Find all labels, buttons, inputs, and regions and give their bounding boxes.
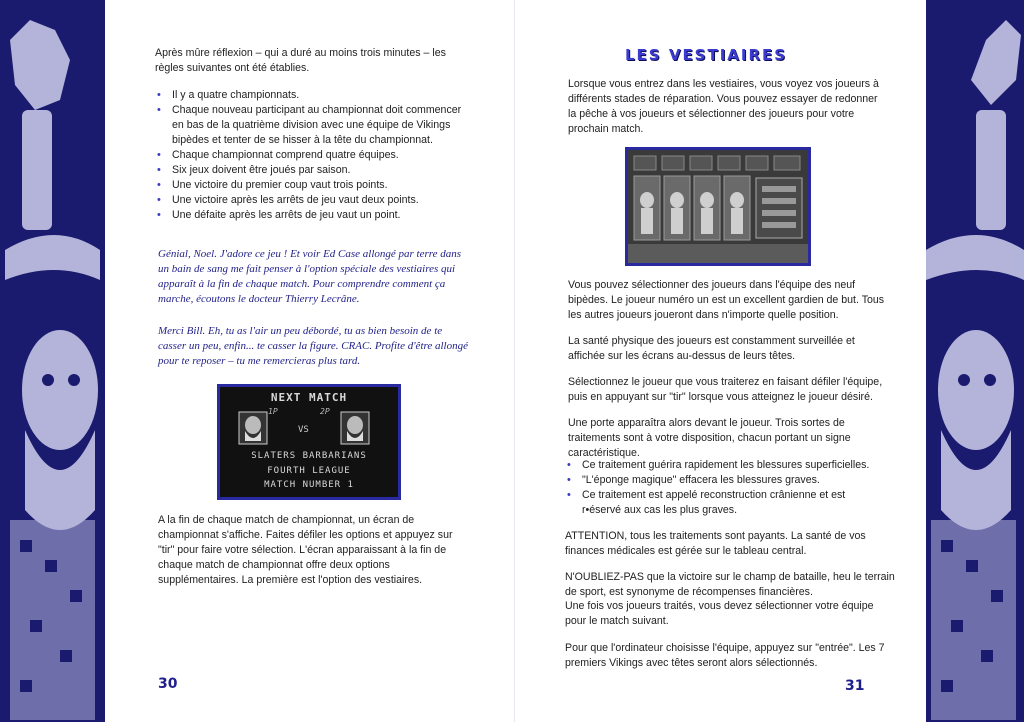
next-match-screenshot — [217, 384, 401, 500]
rules-intro: Après mûre réflexion – qui a duré au moins trois minutes – les règles suivantes ont été établies. — [155, 47, 446, 74]
vestiaires-intro: Lorsque vous entrez dans les vestiaires, vous voyez vos joueurs à différents stades de réparation. Vous pouvez essayer de redonner la pêche à vos joueurs et sélectionner des joueurs pour votre prochain match. — [568, 78, 879, 135]
list-item: • Une victoire du premier coup vaut trois points. — [155, 178, 465, 193]
list-item: • "L'éponge magique" effacera les blessures graves. — [565, 473, 885, 488]
league-label: FOURTH LEAGUE — [267, 466, 351, 476]
door-paragraph: Une porte apparaîtra alors devant le joueur. Trois sortes de traitements sont à votre disposition, chacun portant un signe caractéristique. — [568, 417, 851, 459]
list-item: • Chaque nouveau participant au championnat doit commencer en bas de la quatrième division avec une équipe de Vikings bipèdes et tenter de se hisser à la tête du championnat. — [155, 103, 465, 148]
treatments-list — [565, 458, 885, 518]
vs-label: VS — [298, 425, 309, 435]
list-item: • Une victoire après les arrêts de jeu vaut deux points. — [155, 193, 465, 208]
left-viking-border — [0, 0, 105, 722]
viking-face-icon — [238, 411, 268, 445]
health-paragraph: La santé physique des joueurs est constamment surveillée et affichée sur les écrans au-dessus de leurs têtes. — [568, 335, 855, 362]
rewards-paragraph: N'OUBLIEZ-PAS que la victoire sur le champ de bataille, heu le terrain de sport, est synonyme de récompenses financières. — [565, 571, 895, 598]
player-2-label: 2P — [320, 407, 330, 416]
teams-label: SLATERS BARBARIANS — [251, 451, 367, 461]
list-item: • Six jeux doivent être joués par saison. — [155, 163, 465, 178]
rules-list — [155, 88, 465, 223]
commentary-merci: Merci Bill. Eh, tu as l'air un peu débordé, tu as bien besoin de te casser un peu, enfin... te casser la figure. CRAC. Profite d'être allongé pour te reposer – tu me remercieras plus tard. — [158, 325, 468, 367]
treat-selection-paragraph: Sélectionnez le joueur que vous traiterez en faisant défiler l'équipe, puis en appuyant sur "tir" lorsque vous atteignez le joueur désiré. — [568, 376, 883, 403]
closing-paragraph: A la fin de chaque match de championnat, un écran de championnat s'affiche. Faites défiler les options et appuyez sur "tir" pour faire votre sélection. L'écran apparaissant à la fin de chaque match de championnat offre deux options supplémentaires. La première est l'option des vestiaires. — [158, 514, 453, 586]
match-number-label: MATCH NUMBER 1 — [264, 480, 354, 490]
list-item: • Ce traitement est appelé reconstruction crânienne et est r•éservé aux cas les plus graves. — [565, 488, 885, 518]
barbarian-face-icon — [340, 411, 370, 445]
locker-room-scene — [628, 150, 808, 263]
viking-illustration-right — [926, 0, 1024, 722]
list-item: • Une défaite après les arrêts de jeu vaut un point. — [155, 208, 465, 223]
selection-paragraph: Vous pouvez sélectionner des joueurs dans l'équipe des neuf bipèdes. Le joueur numéro un est un excellent gardien de but. Tous les autres joueurs joueront dans n'importe quelle position. — [568, 279, 885, 321]
viking-illustration-left — [0, 0, 105, 722]
section-heading: LES VESTIAIRES — [625, 46, 788, 64]
list-item: • Chaque championnat comprend quatre équipes. — [155, 148, 465, 163]
list-item: • Ce traitement guérira rapidement les blessures superficielles. — [565, 458, 885, 473]
list-item: • Il y a quatre championnats. — [155, 88, 465, 103]
page-number-left: 30 — [158, 676, 178, 692]
right-page — [515, 0, 926, 722]
auto-select-paragraph: Pour que l'ordinateur choisisse l'équipe, appuyez sur "entrée". Les 7 premiers Vikings avec têtes seront alors sélectionnés. — [565, 642, 885, 669]
locker-room-screenshot — [625, 147, 811, 266]
right-viking-border — [926, 0, 1024, 722]
next-match-title: NEXT MATCH — [270, 391, 348, 404]
player-1-label: 1P — [268, 407, 278, 416]
attention-paragraph: ATTENTION, tous les traitements sont payants. La santé de vos finances médicales est gérée sur le tableau central. — [565, 530, 866, 557]
next-match-paragraph: Une fois vos joueurs traités, vous devez sélectionner votre équipe pour le match suivant. — [565, 600, 874, 627]
commentary-genial: Génial, Noel. J'adore ce jeu ! Et voir Ed Case allongé par terre dans un bain de sang me fait penser à l'option spéciale des vestiaires qui apparaît à la fin de chaque match. Pour comprendre comment ça marche, écoutons le docteur Thierry Lecrâne. — [158, 248, 462, 305]
page-number-right: 31 — [845, 678, 865, 694]
left-page — [105, 0, 515, 722]
